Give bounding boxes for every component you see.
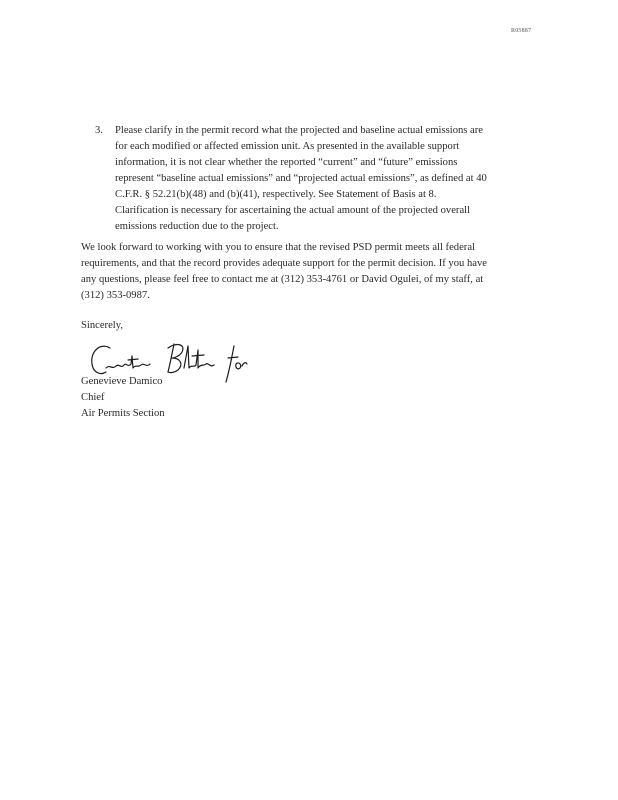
- item-3-line: information, it is not clear whether the reported “current” and “future” emissions: [115, 157, 458, 168]
- closing-line: any questions, please feel free to contact me at (312) 353-4761 or David Ogulei, of my staff, at: [81, 274, 484, 285]
- signer-title: Chief: [81, 392, 105, 403]
- item-3-line: represent “baseline actual emissions” and “projected actual emissions”, as defined at 40: [115, 173, 487, 184]
- item-3-line: for each modified or affected emission unit. As presented in the available support: [115, 141, 460, 152]
- closing-paragraph: [81, 240, 531, 304]
- item-3-line: Please clarify in the permit record what the projected and baseline actual emissions are: [115, 125, 483, 136]
- signer-name: Genevieve Damico: [81, 376, 163, 387]
- page-code: R05887: [511, 28, 532, 34]
- item-3-line: emissions reduction due to the project.: [115, 221, 279, 232]
- item-number: 3.: [95, 125, 103, 136]
- item-3-text: [115, 123, 525, 235]
- salutation: Sincerely,: [81, 320, 123, 331]
- signature-block: [81, 374, 165, 422]
- signer-section: Air Permits Section: [81, 408, 165, 419]
- closing-line: We look forward to working with you to ensure that the revised PSD permit meets all federal: [81, 242, 475, 253]
- closing-line: (312) 353-0987.: [81, 290, 150, 301]
- closing-line: requirements, and that the record provides adequate support for the permit decision. If you have: [81, 258, 487, 269]
- item-3-line: C.F.R. § 52.21(b)(48) and (b)(41), respectively. See Statement of Basis at 8.: [115, 189, 437, 200]
- item-3-line: Clarification is necessary for ascertaining the actual amount of the projected overall: [115, 205, 471, 216]
